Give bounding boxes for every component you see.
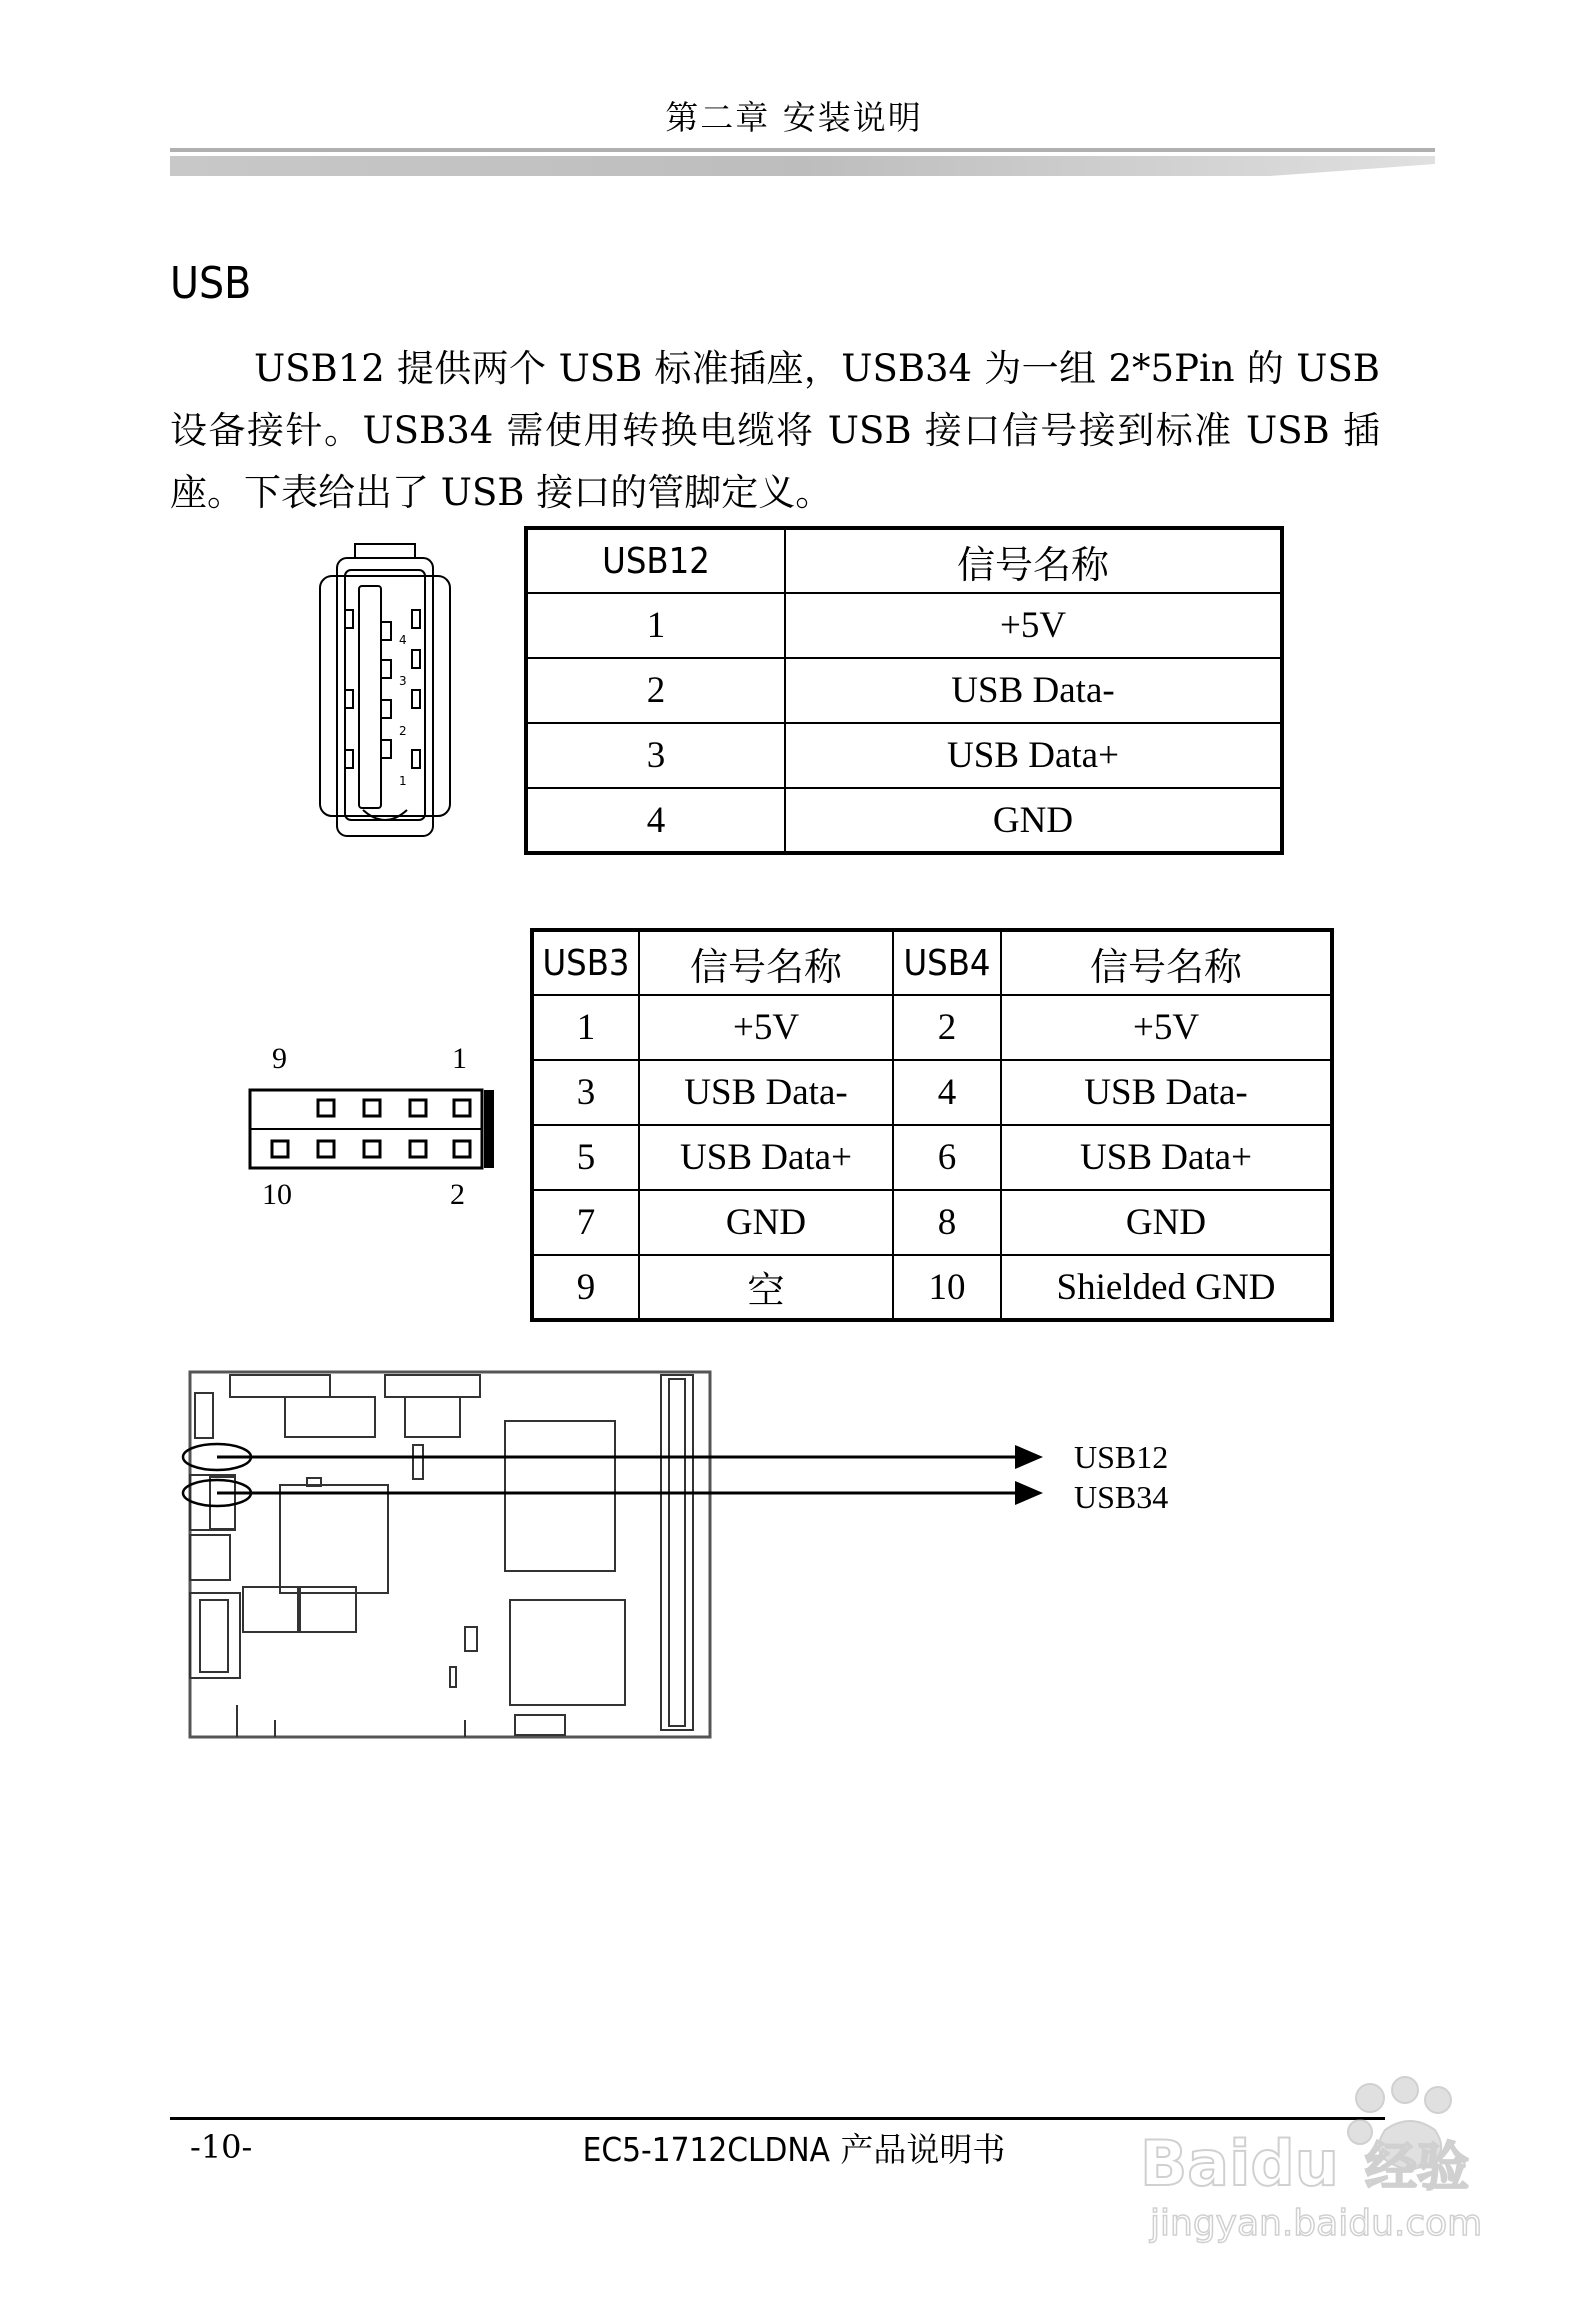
table-cell: 1	[526, 593, 785, 658]
section-title: USB	[170, 258, 252, 309]
table-row	[532, 1255, 1332, 1320]
table-header-cell: 信号名称	[785, 528, 1282, 593]
table-header-cell: USB3	[532, 930, 639, 995]
intro-paragraph	[170, 338, 1380, 524]
footer-doc: 产品说明书	[840, 2130, 1006, 2169]
table-cell: 8	[893, 1190, 1001, 1255]
table-row	[526, 658, 1282, 723]
table-row	[532, 1125, 1332, 1190]
usb34-pin-label-10: 10	[262, 1178, 292, 1211]
table-row	[532, 1190, 1332, 1255]
table-cell: USB Data-	[1001, 1060, 1332, 1125]
table-header-cell: USB12	[526, 528, 785, 593]
usb-a-connector-drawing	[315, 540, 455, 840]
table-cell: 4	[526, 788, 785, 853]
watermark-brand: Baidu	[1140, 2127, 1339, 2200]
table-cell: 1	[532, 995, 639, 1060]
table-cell: Shielded GND	[1001, 1255, 1332, 1320]
table-cell: 3	[532, 1060, 639, 1125]
watermark-url: jingyan.baidu.com	[1150, 2203, 1483, 2244]
table-cell: USB Data-	[639, 1060, 893, 1125]
table-cell: 2	[526, 658, 785, 723]
usb12-pin-label-3: 3	[399, 674, 407, 688]
table-cell: GND	[1001, 1190, 1332, 1255]
header-rule	[170, 146, 1435, 186]
table-cell: +5V	[785, 593, 1282, 658]
table-header-cell: 信号名称	[639, 930, 893, 995]
table-row	[532, 995, 1332, 1060]
watermark-brand-cn: 经验	[1365, 2138, 1470, 2198]
usb12-pin-label-4: 4	[399, 633, 407, 647]
board-label-usb34: USB34	[1074, 1479, 1169, 1515]
table-header-row	[532, 930, 1332, 995]
table-cell: 3	[526, 723, 785, 788]
table-cell: 2	[893, 995, 1001, 1060]
baidu-watermark-logo	[1120, 2070, 1500, 2250]
table-cell: USB Data+	[785, 723, 1282, 788]
page-header-title: 第二章 安装说明	[665, 98, 923, 137]
table-cell: 6	[893, 1125, 1001, 1190]
table-cell: +5V	[639, 995, 893, 1060]
table-cell: +5V	[1001, 995, 1332, 1060]
table-cell: 5	[532, 1125, 639, 1190]
usb34-pin-label-1: 1	[452, 1042, 467, 1075]
table-cell: USB Data+	[639, 1125, 893, 1190]
board-layout-diagram	[175, 1365, 1075, 1745]
table-row	[526, 593, 1282, 658]
usb12-pin-table	[524, 526, 1284, 855]
table-header-cell: 信号名称	[1001, 930, 1332, 995]
usb34-pin-label-2: 2	[450, 1178, 465, 1211]
table-cell: 10	[893, 1255, 1001, 1320]
usb34-pin-table	[530, 928, 1334, 1322]
intro-text: USB12 提供两个 USB 标准插座，USB34 为一组 2*5Pin 的 USB 设备接针。USB34 需使用转换电缆将 USB 接口信号接到标准 USB 插座。下表给出了 USB 接口的管脚定义。	[170, 347, 1380, 514]
table-row	[526, 788, 1282, 853]
footer-page-number: -10-	[190, 2128, 253, 2166]
table-cell: 7	[532, 1190, 639, 1255]
usb12-pin-label-2: 2	[399, 724, 407, 738]
table-cell: USB Data-	[785, 658, 1282, 723]
footer-model: EC5-1712CLDNA	[582, 2130, 830, 2169]
table-header-cell: USB4	[893, 930, 1001, 995]
table-cell: 空	[639, 1255, 893, 1320]
table-row	[532, 1060, 1332, 1125]
usb34-pin-header-drawing	[248, 1088, 498, 1170]
usb12-pin-label-1: 1	[399, 774, 407, 788]
table-row	[526, 723, 1282, 788]
usb34-pin-label-9: 9	[272, 1042, 287, 1075]
table-cell: GND	[785, 788, 1282, 853]
table-header-row	[526, 528, 1282, 593]
table-cell: 4	[893, 1060, 1001, 1125]
table-cell: USB Data+	[1001, 1125, 1332, 1190]
table-cell: GND	[639, 1190, 893, 1255]
table-cell: 9	[532, 1255, 639, 1320]
board-label-usb12: USB12	[1074, 1439, 1169, 1475]
